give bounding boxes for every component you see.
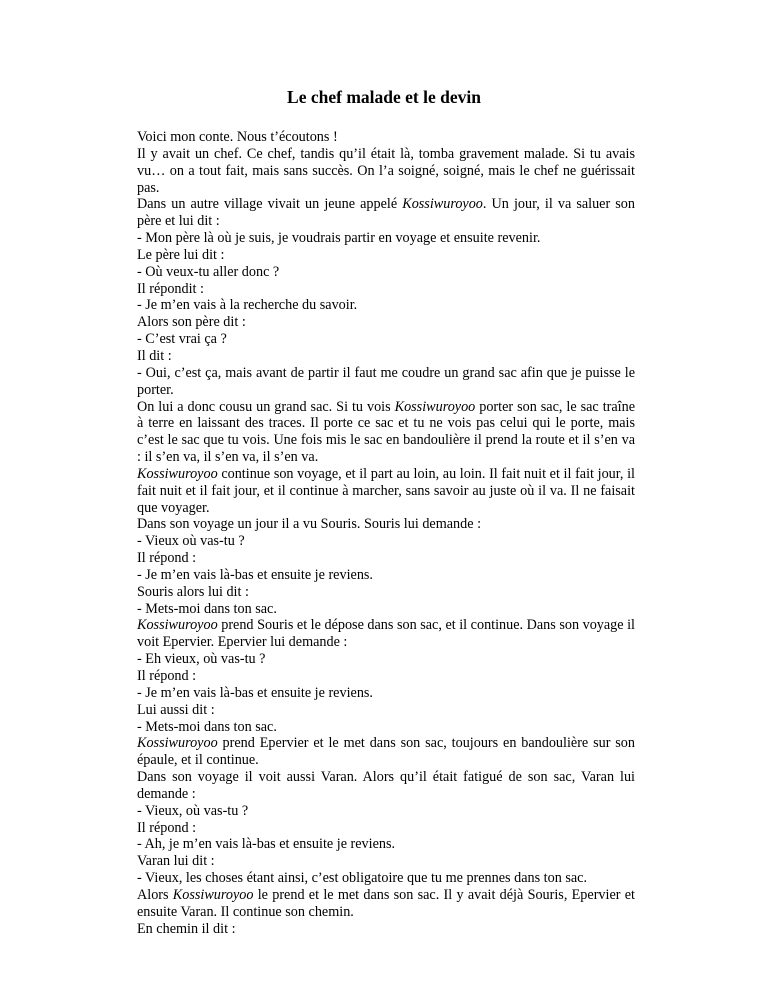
character-name: Kossiwuroyoo <box>137 465 218 482</box>
paragraph: - Mets-moi dans ton sac. <box>137 600 277 617</box>
paragraph: Dans un autre village vivait un jeune appelé Kossiwuroyoo. Un jour, il va saluer son père et lui dit : <box>137 196 635 230</box>
paragraph: - Ah, je m’en vais là-bas et ensuite je reviens. <box>137 836 396 853</box>
document-body <box>137 129 635 938</box>
character-name: Kossiwuroyoo <box>137 617 218 634</box>
paragraph: Alors son père dit : <box>137 314 246 331</box>
paragraph: - Où veux-tu aller donc ? <box>137 263 280 280</box>
paragraph: - Je m’en vais là-bas et ensuite je reviens. <box>137 566 373 583</box>
paragraph: - Je m’en vais à la recherche du savoir. <box>137 297 358 314</box>
paragraph: Il répond : <box>137 668 197 684</box>
document-title: Le chef malade et le devin <box>287 87 481 107</box>
paragraph: Kossiwuroyoo continue son voyage, et il part au loin, au loin. Il fait nuit et il fait jour, il fait nuit et il fait jour, et il continue à marcher, sans savoir au juste où il va. Il ne faisait que voyager. <box>137 465 635 516</box>
paragraph: Il y avait un chef. Ce chef, tandis qu’il était là, tomba gravement malade. Si tu avais vu… on a tout fait, mais sans succès. On l’a soigné, soigné, mais le chef ne guérissait pas. <box>137 145 635 196</box>
paragraph: - C’est vrai ça ? <box>137 331 227 348</box>
paragraph: Dans son voyage il voit aussi Varan. Alors qu’il était fatigué de son sac, Varan lui demande : <box>137 769 635 802</box>
paragraph: Kossiwuroyoo prend Souris et le dépose dans son sac, et il continue. Dans son voyage il voit Epervier. Epervier lui demande : <box>137 617 635 651</box>
paragraph: En chemin il dit : <box>137 920 236 937</box>
paragraph: Il répondit : <box>137 280 204 297</box>
paragraph: - Mon père là où je suis, je voudrais partir en voyage et ensuite revenir. <box>137 230 541 247</box>
paragraph: On lui a donc cousu un grand sac. Si tu vois Kossiwuroyoo porter son sac, le sac traîne à terre en laissant des traces. Il porte ce sac et tu ne vois pas celui qui le porte, mais c’est le sac que tu vois. Une fois mis le sac en bandoulière il prend la route et il s’en va : il s’en va, il s’en va, il s’en va. <box>137 398 635 466</box>
paragraph: Il dit : <box>137 347 172 364</box>
paragraph: - Je m’en vais là-bas et ensuite je reviens. <box>137 684 373 701</box>
paragraph: - Eh vieux, où vas-tu ? <box>137 651 266 668</box>
paragraph: Dans son voyage un jour il a vu Souris. Souris lui demande : <box>137 516 482 533</box>
paragraph: Alors Kossiwuroyoo le prend et le met dans son sac. Il y avait déjà Souris, Epervier et ensuite Varan. Il continue son chemin. <box>137 886 635 920</box>
paragraph: Kossiwuroyoo prend Epervier et le met dans son sac, toujours en bandoulière sur son épaule, et il continue. <box>137 735 635 769</box>
paragraph: - Mets-moi dans ton sac. <box>137 718 277 735</box>
paragraph: Le père lui dit : <box>137 246 225 263</box>
paragraph: Il répond : <box>137 550 197 567</box>
character-name: Kossiwuroyoo <box>172 886 254 903</box>
paragraph: - Vieux, où vas-tu ? <box>137 802 249 819</box>
paragraph: Souris alors lui dit : <box>137 583 249 600</box>
paragraph: - Oui, c’est ça, mais avant de partir il faut me coudre un grand sac afin que je puisse le porter. <box>137 364 635 398</box>
character-name: Kossiwuroyoo <box>137 735 218 752</box>
paragraph: - Vieux où vas-tu ? <box>137 533 245 550</box>
paragraph: Voici mon conte. Nous t’écoutons ! <box>137 129 338 145</box>
character-name: Kossiwuroyoo <box>394 398 476 415</box>
paragraph: Il répond : <box>137 819 197 836</box>
paragraph: - Vieux, les choses étant ainsi, c’est obligatoire que tu me prennes dans ton sac. <box>137 870 588 887</box>
character-name: Kossiwuroyoo <box>402 196 483 213</box>
paragraph: Lui aussi dit : <box>137 701 215 718</box>
paragraph: Varan lui dit : <box>137 853 215 870</box>
